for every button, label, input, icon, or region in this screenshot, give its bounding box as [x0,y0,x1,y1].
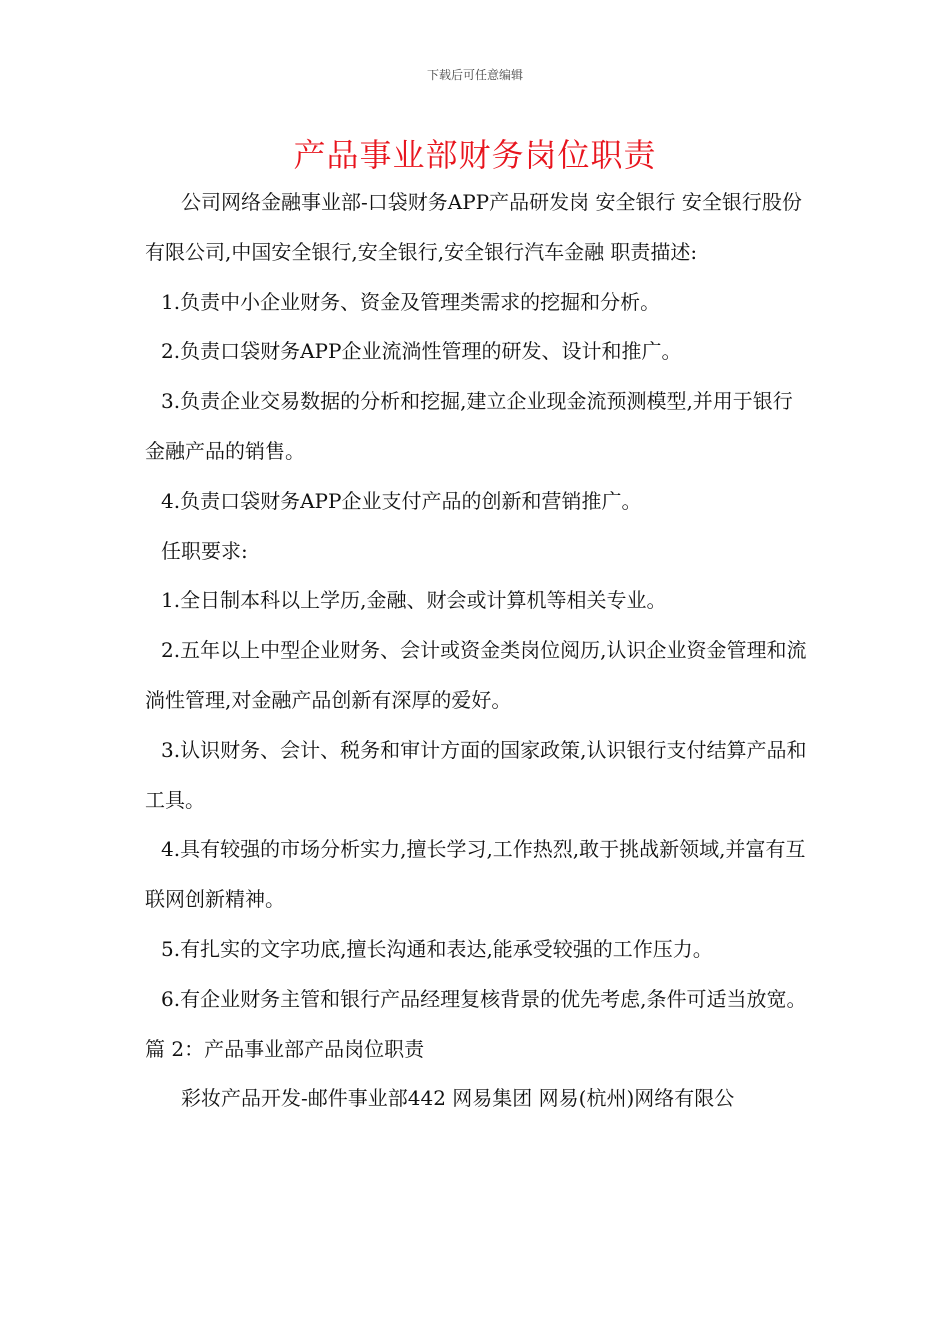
document-body [145,178,807,1124]
duty-item-4: 4.负责口袋财务APP企业支付产品的创新和营销推广。 [161,488,642,513]
document-title: 产品事业部财务岗位职责 [293,136,657,174]
section-2-intro: 彩妆产品开发-邮件事业部442 网易集团 网易(杭州)网络有限公 [181,1086,735,1111]
requirement-item-3: 3.认识财务、会计、税务和审计方面的国家政策,认识银行支付结算产品和工具。 [145,737,807,812]
requirement-item-4: 4.具有较强的市场分析实力,擅长学习,工作热烈,敢于挑战新领域,并富有互联网创新精神。 [145,837,806,912]
duty-item-3: 3.负责企业交易数据的分析和挖掘,建立企业现金流预测模型,并用于银行金融产品的销售。 [145,389,793,463]
requirement-item-6: 6.有企业财务主管和银行产品经理复核背景的优先考虑,条件可适当放宽。 [161,986,807,1011]
requirement-item-1: 1.全日制本科以上学历,金融、财会或计算机等相关专业。 [161,588,667,613]
requirement-item-5: 5.有扎实的文字功底,擅长沟通和表达,能承受较强的工作压力。 [161,936,713,961]
section-2-heading: 篇 2：产品事业部产品岗位职责 [145,1036,425,1061]
requirement-item-2: 2.五年以上中型企业财务、会计或资金类岗位阅历,认识企业资金管理和流淌性管理,对金融产品创新有深厚的爱好。 [145,638,807,712]
header-note: 下载后可任意编辑 [426,68,523,82]
duty-item-1: 1.负责中小企业财务、资金及管理类需求的挖掘和分析。 [161,289,661,314]
duty-item-2: 2.负责口袋财务APP企业流淌性管理的研发、设计和推广。 [161,339,682,364]
intro-paragraph: 公司网络金融事业部-口袋财务APP产品研发岗 安全银行 安全银行股份有限公司,中国安全银行,安全银行,安全银行汽车金融 职责描述: [145,190,802,264]
requirements-heading: 任职要求: [161,538,248,563]
